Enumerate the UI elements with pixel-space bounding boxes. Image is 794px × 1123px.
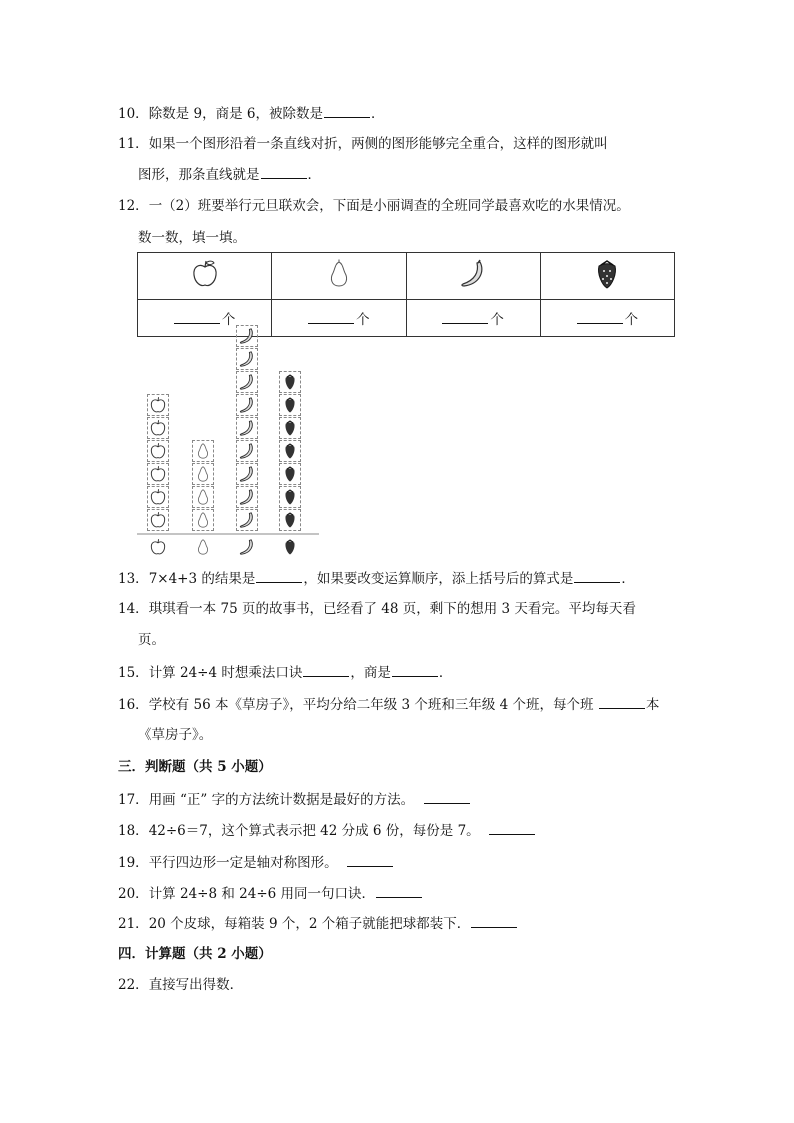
banana-pictograph-cell xyxy=(236,394,258,416)
question-10: 10．除数是 9，商是 6，被除数是 ． xyxy=(118,103,384,124)
banana-count: 个 xyxy=(406,300,540,337)
question-18: 18．42÷6＝7，这个算式表示把 42 分成 6 份，每份是 7。 xyxy=(118,820,536,841)
apple-cell xyxy=(138,253,272,300)
strawberry-pictograph-cell xyxy=(279,440,301,462)
apple-pictograph-cell xyxy=(147,440,169,462)
banana-icon xyxy=(458,259,488,289)
question-20: 20．计算 24÷8 和 24÷6 用同一句口诀． xyxy=(118,883,423,904)
banana-pictograph-cell xyxy=(236,509,258,531)
answer-blank[interactable] xyxy=(376,883,422,898)
answer-blank[interactable] xyxy=(471,913,517,928)
apple-pictograph-cell xyxy=(147,394,169,416)
strawberry-icon xyxy=(594,258,620,290)
banana-pictograph-cell xyxy=(236,417,258,439)
answer-blank[interactable] xyxy=(308,309,354,324)
banana-pictograph-cell xyxy=(236,325,258,347)
answer-blank[interactable] xyxy=(174,309,220,324)
section-4-heading: 四．计算题（共 2 小题） xyxy=(118,946,272,962)
answer-blank[interactable] xyxy=(324,103,370,118)
question-14: 14．琪琪看一本 75 页的故事书，已经看了 48 页，剩下的想用 3 天看完。平均每天看 xyxy=(118,601,636,617)
apple-count: 个 xyxy=(138,300,272,337)
strawberry-pictograph-cell xyxy=(279,394,301,416)
section-3-heading: 三．判断题（共 5 小题） xyxy=(118,759,272,775)
question-12-sub: 数一数，填一填。 xyxy=(138,230,246,246)
question-16-cont: 《草房子》。 xyxy=(138,727,213,743)
answer-blank[interactable] xyxy=(303,662,349,677)
answer-blank[interactable] xyxy=(424,789,470,804)
answer-blank[interactable] xyxy=(442,309,488,324)
strawberry-pictograph-cell xyxy=(279,371,301,393)
pear-cell xyxy=(272,253,406,300)
strawberry-pictograph-cell xyxy=(279,486,301,508)
strawberry-pictograph-cell xyxy=(279,509,301,531)
apple-pictograph-cell xyxy=(147,417,169,439)
question-16: 16．学校有 56 本《草房子》，平均分给二年级 3 个班和三年级 4 个班，每个班 本 xyxy=(118,694,659,715)
banana-pictograph-cell xyxy=(236,463,258,485)
strawberry-pictograph-cell xyxy=(279,463,301,485)
pear-pictograph-cell xyxy=(192,463,214,485)
question-15: 15．计算 24÷4 时想乘法口诀 ，商是 ． xyxy=(118,662,452,683)
pear-pictograph-cell xyxy=(192,486,214,508)
strawberry-pictograph-cell xyxy=(279,417,301,439)
pear-icon xyxy=(327,259,351,289)
apple-pictograph-cell xyxy=(147,486,169,508)
apple-icon xyxy=(191,259,219,289)
pear-pictograph-cell xyxy=(192,509,214,531)
answer-blank[interactable] xyxy=(392,662,438,677)
apple-pictograph-cell xyxy=(147,509,169,531)
banana-pictograph-cell xyxy=(236,371,258,393)
banana-pictograph-cell xyxy=(236,348,258,370)
answer-blank[interactable] xyxy=(256,568,302,583)
question-11: 11．如果一个图形沿着一条直线对折，两侧的图形能够完全重合，这样的图形就叫 xyxy=(118,136,608,152)
answer-blank[interactable] xyxy=(577,309,623,324)
banana-cell xyxy=(406,253,540,300)
question-19: 19．平行四边形一定是轴对称图形。 xyxy=(118,852,394,873)
fruit-count-table xyxy=(137,252,675,337)
answer-blank[interactable] xyxy=(574,568,620,583)
strawberry-cell xyxy=(540,253,674,300)
answer-blank[interactable] xyxy=(599,694,645,709)
apple-pictograph-cell xyxy=(147,463,169,485)
apple-label-icon xyxy=(147,536,169,558)
question-21: 21．20 个皮球，每箱装 9 个，2 个箱子就能把球都装下． xyxy=(118,913,518,934)
banana-pictograph-cell xyxy=(236,440,258,462)
banana-pictograph-cell xyxy=(236,486,258,508)
pear-pictograph-cell xyxy=(192,440,214,462)
question-17: 17．用画 “正” 字的方法统计数据是最好的方法。 xyxy=(118,789,471,810)
question-11-cont: 图形，那条直线就是 ． xyxy=(138,164,321,185)
strawberry-label-icon xyxy=(279,536,301,558)
answer-blank[interactable] xyxy=(489,820,535,835)
pear-label-icon xyxy=(192,536,214,558)
fruit-pictograph xyxy=(137,338,319,564)
banana-label-icon xyxy=(236,536,258,558)
pear-count: 个 xyxy=(272,300,406,337)
question-12: 12．一（2）班要举行元旦联欢会，下面是小丽调查的全班同学最喜欢吃的水果情况。 xyxy=(118,198,630,214)
strawberry-count: 个 xyxy=(540,300,674,337)
question-14-cont: 页。 xyxy=(138,632,165,648)
question-13: 13．7×4+3 的结果是 ，如果要改变运算顺序，添上括号后的算式是 ． xyxy=(118,568,635,589)
question-22: 22．直接写出得数． xyxy=(118,977,244,993)
answer-blank[interactable] xyxy=(347,852,393,867)
answer-blank[interactable] xyxy=(261,164,307,179)
